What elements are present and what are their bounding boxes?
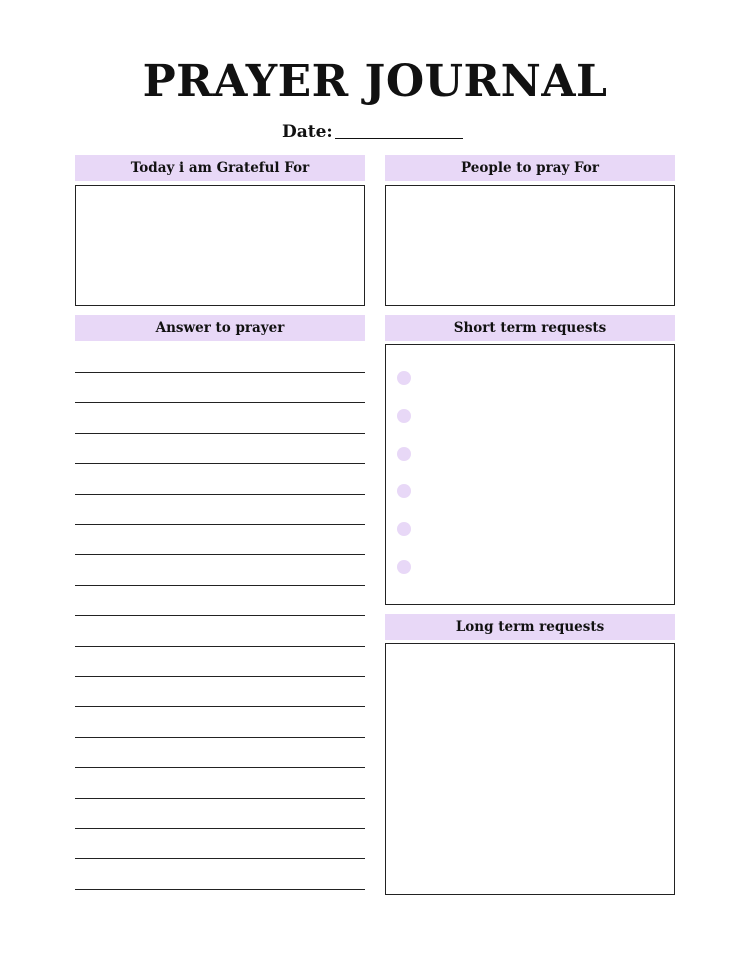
answer-line[interactable] bbox=[75, 858, 365, 859]
answer-header: Answer to prayer bbox=[75, 315, 365, 341]
answer-line[interactable] bbox=[75, 828, 365, 829]
answer-line[interactable] bbox=[75, 372, 365, 373]
page-title: PRAYER JOURNAL bbox=[142, 56, 608, 107]
bullet-dot bbox=[397, 409, 411, 423]
answer-line[interactable] bbox=[75, 433, 365, 434]
grateful-header: Today i am Grateful For bbox=[75, 155, 365, 181]
answer-line[interactable] bbox=[75, 737, 365, 738]
bullet-dot bbox=[397, 371, 411, 385]
bullet-dot bbox=[397, 560, 411, 574]
date-label: Date: bbox=[282, 122, 333, 142]
short-term-box[interactable] bbox=[385, 344, 675, 605]
long-term-header: Long term requests bbox=[385, 614, 675, 640]
short-term-header: Short term requests bbox=[385, 315, 675, 341]
answer-line[interactable] bbox=[75, 767, 365, 768]
answer-line[interactable] bbox=[75, 524, 365, 525]
answer-line[interactable] bbox=[75, 494, 365, 495]
answer-line[interactable] bbox=[75, 585, 365, 586]
answer-line[interactable] bbox=[75, 402, 365, 403]
date-field[interactable] bbox=[335, 138, 463, 139]
long-term-box[interactable] bbox=[385, 643, 675, 895]
answer-line[interactable] bbox=[75, 646, 365, 647]
answer-line[interactable] bbox=[75, 706, 365, 707]
bullet-dot bbox=[397, 447, 411, 461]
date-row bbox=[282, 120, 463, 144]
answer-line[interactable] bbox=[75, 554, 365, 555]
grateful-box[interactable] bbox=[75, 185, 365, 306]
answer-line[interactable] bbox=[75, 889, 365, 890]
answer-line[interactable] bbox=[75, 676, 365, 677]
answer-line[interactable] bbox=[75, 798, 365, 799]
people-header: People to pray For bbox=[385, 155, 675, 181]
answer-line[interactable] bbox=[75, 615, 365, 616]
people-box[interactable] bbox=[385, 185, 675, 306]
answer-line[interactable] bbox=[75, 463, 365, 464]
